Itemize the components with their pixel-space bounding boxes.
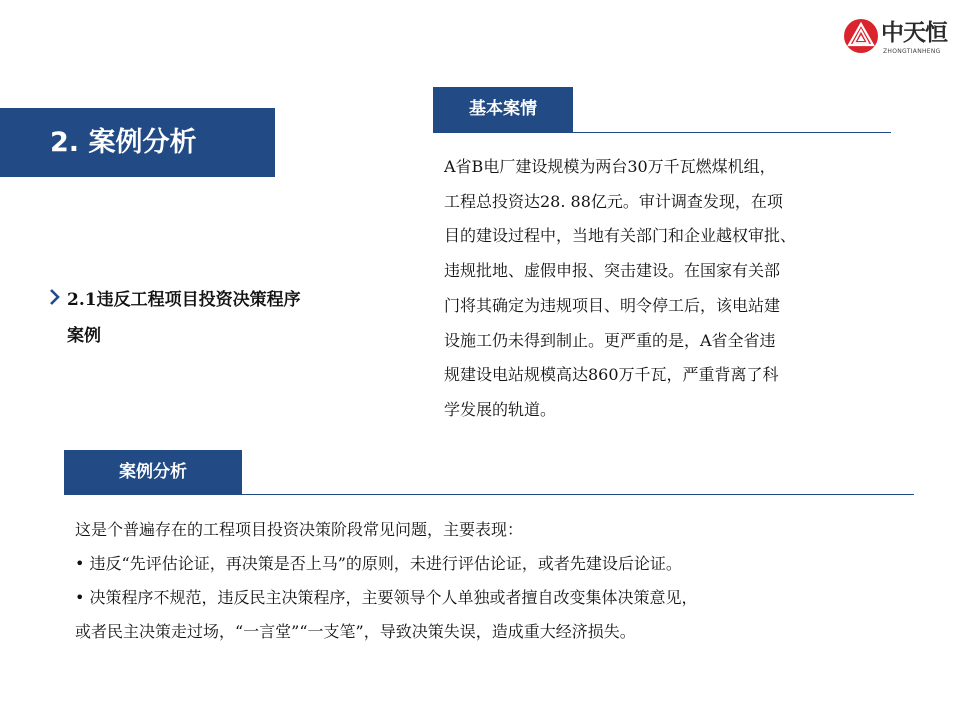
analysis-bullet: • 决策程序不规范，违反民主决策程序，主要领导个人单独或者擅自改变集体决策意见， <box>75 588 698 607</box>
section-title: 2. 案例分析 <box>50 127 197 158</box>
analysis-body <box>75 513 905 649</box>
basic-case-line: 目的建设过程中，当地有关部门和企业越权审批、 <box>444 226 797 246</box>
basic-case-body <box>444 150 896 428</box>
analysis-bullet: • 违反“先评估论证，再决策是否上马”的原则，未进行评估论证，或者先建设后论证。 <box>75 554 682 573</box>
basic-case-rule <box>433 132 891 133</box>
sub-topic-line: 2.1违反工程项目投资决策程序 <box>67 290 301 310</box>
analysis-header: 案例分析 <box>64 450 242 495</box>
analysis-line: 这是个普遍存在的工程项目投资决策阶段常见问题，主要表现： <box>75 520 524 539</box>
basic-case-line: 设施工仍未得到制止。更严重的是，A省全省违 <box>444 330 776 350</box>
analysis-line: 或者民主决策走过场，“一言堂”“一支笔”，导致决策失误，造成重大经济损失。 <box>75 622 636 641</box>
basic-case-line: 规建设电站规模高达860万千瓦，严重背离了科 <box>444 365 779 385</box>
company-logo <box>843 18 947 62</box>
sub-topic-line: 案例 <box>67 326 101 346</box>
basic-case-line: A省B电厂建设规模为两台30万千瓦燃煤机组， <box>444 157 776 176</box>
section-title-banner <box>0 108 275 177</box>
basic-case-line: 工程总投资达28. 88亿元。审计调查发现，在项 <box>444 191 783 211</box>
logo-chinese-text: 中天恒 <box>881 20 947 46</box>
basic-case-line: 门将其确定为违规项目、明令停工后，该电站建 <box>444 295 781 315</box>
sub-topic-text <box>67 282 377 354</box>
basic-case-line: 学发展的轨道。 <box>444 399 557 419</box>
basic-case-line: 违规批地、虚假申报、突击建设。在国家有关部 <box>444 261 781 281</box>
chevron-right-icon <box>50 288 60 306</box>
basic-case-header: 基本案情 <box>433 87 573 132</box>
logo-mark-icon <box>843 18 879 54</box>
analysis-rule <box>64 494 914 495</box>
logo-english-text: ZHONGTIANHENG <box>883 48 941 55</box>
